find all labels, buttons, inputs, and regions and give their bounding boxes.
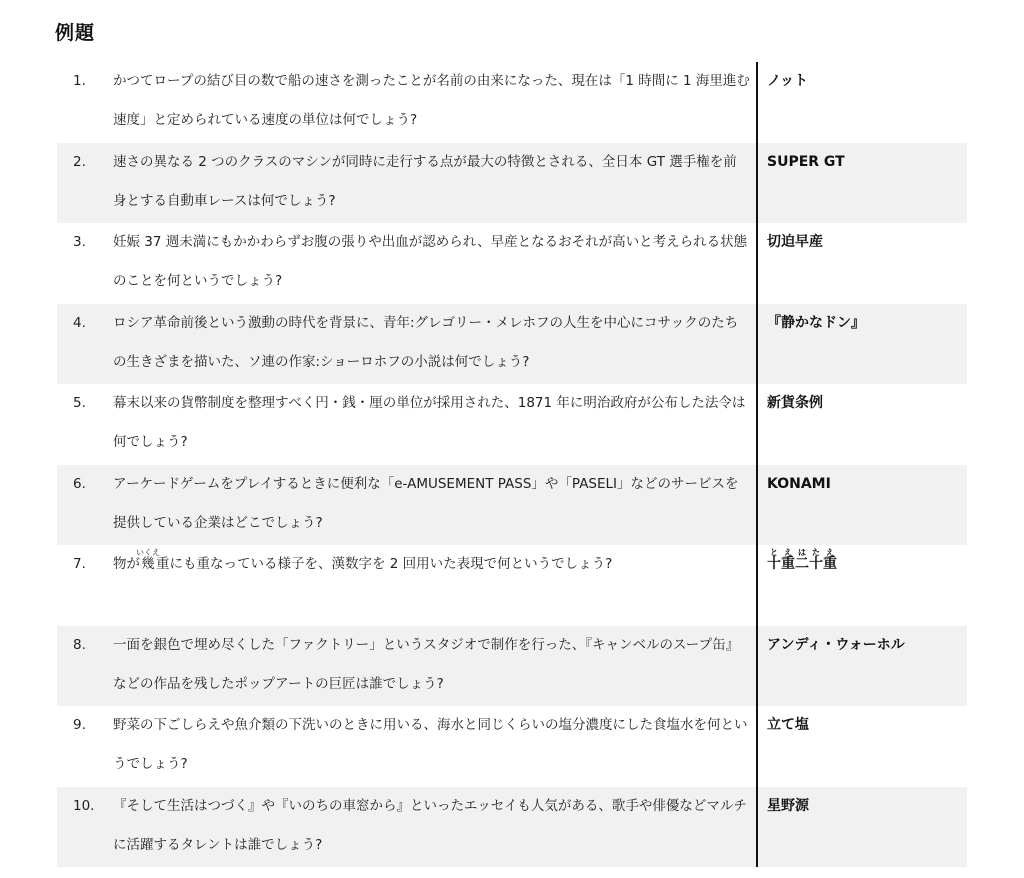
question-number: 4. (73, 314, 86, 331)
question-row-8 (57, 626, 967, 707)
question-text: アーケードゲームをプレイするときに便利な「e-AMUSEMENT PASS」や「PASELI」などのサービスを提供している企業はどこでしょう? (113, 475, 739, 531)
answer-text: SUPER GT (767, 153, 845, 170)
question-text-part: 物が (113, 556, 140, 572)
answer-text: ノット (767, 73, 809, 89)
answer-text (758, 545, 967, 579)
answer-char (781, 548, 795, 572)
answer-char-base: 十 (809, 556, 823, 572)
answer-text: 星野源 (767, 797, 809, 814)
question-number: 10. (73, 797, 95, 814)
furigana-word (136, 548, 160, 572)
answer-char-base: 重 (781, 556, 795, 572)
answer-char-reading: え (781, 548, 795, 557)
question-row-3 (57, 223, 967, 304)
answer-text: 『静かなドン』 (767, 314, 865, 331)
question-row-6 (57, 465, 967, 546)
question-row-5 (57, 384, 967, 465)
question-text: 速さの異なる 2 つのクラスのマシンが同時に走行する点が最大の特徴とされる、全日本 GT 選手権を前身とする自動車レースは何でしょう? (113, 153, 737, 209)
page-title: 例題 (55, 22, 96, 44)
question-text: かつてロープの結び目の数で船の速さを測ったことが名前の由来になった、現在は「1 時間に 1 海里進む速度」と定められている速度の単位は何でしょう? (113, 73, 750, 128)
furigana-reading: いくえ (136, 548, 160, 557)
question-text-part: 重にも重なっている様子を、漢数字を 2 回用いた表現で何というでしょう? (156, 556, 613, 572)
answer-char-base: 二 (795, 556, 809, 572)
furigana-base: 幾 (136, 556, 160, 572)
question-row-10 (57, 787, 967, 868)
question-text: ロシア革命前後という激動の時代を背景に、青年:グレゴリー・メレホフの人生を中心にコサックのたちの生きざまを描いた、ソ連の作家:ショーロホフの小説は何でしょう? (113, 314, 739, 370)
answer-char (809, 548, 823, 572)
question-row-1 (57, 62, 967, 143)
question-row-9 (57, 706, 967, 787)
answer-text: 立て塩 (767, 717, 809, 733)
question-table (57, 62, 967, 867)
question-text (113, 545, 756, 625)
question-number: 3. (73, 234, 86, 250)
question-number: 2. (73, 153, 86, 170)
answer-char-reading: は (795, 548, 809, 557)
answer-char-reading: た (809, 548, 823, 557)
answer-char-reading: え (823, 548, 837, 557)
answer-char-base: 重 (823, 556, 837, 572)
answer-text: 切迫早産 (767, 234, 823, 250)
question-number: 5. (73, 395, 86, 411)
answer-char (795, 548, 809, 572)
question-row-7 (57, 545, 967, 626)
question-number: 1. (73, 73, 86, 89)
answer-char-reading: と (767, 548, 781, 557)
answer-char (767, 548, 781, 572)
question-text: 一面を銀色で埋め尽くした「ファクトリー」というスタジオで制作を行った、『キャンベルのスープ缶』などの作品を残したポップアートの巨匠は誰でしょう? (113, 636, 740, 692)
question-text: 幕末以来の貨幣制度を整理すべく円・銭・厘の単位が採用された、1871 年に明治政府が公布した法令は何でしょう? (113, 395, 746, 450)
answer-text: KONAMI (767, 475, 831, 492)
question-number: 7. (73, 556, 86, 572)
answer-char-base: 十 (767, 556, 781, 572)
answer-text: アンディ・ウォーホル (767, 636, 905, 653)
answer-text: 新貨条例 (767, 395, 823, 411)
question-text: 野菜の下ごしらえや魚介類の下洗いのときに用いる、海水と同じくらいの塩分濃度にした食塩水を何というでしょう? (113, 717, 748, 772)
question-row-4 (57, 304, 967, 385)
question-number: 6. (73, 475, 86, 492)
question-text: 妊娠 37 週未満にもかかわらずお腹の張りや出血が認められ、早産となるおそれが高いと考えられる状態のことを何というでしょう? (113, 234, 748, 289)
question-number: 9. (73, 717, 86, 733)
question-row-2 (57, 143, 967, 224)
question-text: 『そして生活はつづく』や『いのちの車窓から』といったエッセイも人気がある、歌手や俳優などマルチに活躍するタレントは誰でしょう? (113, 797, 747, 853)
question-number: 8. (73, 636, 86, 653)
answer-char (823, 548, 837, 572)
